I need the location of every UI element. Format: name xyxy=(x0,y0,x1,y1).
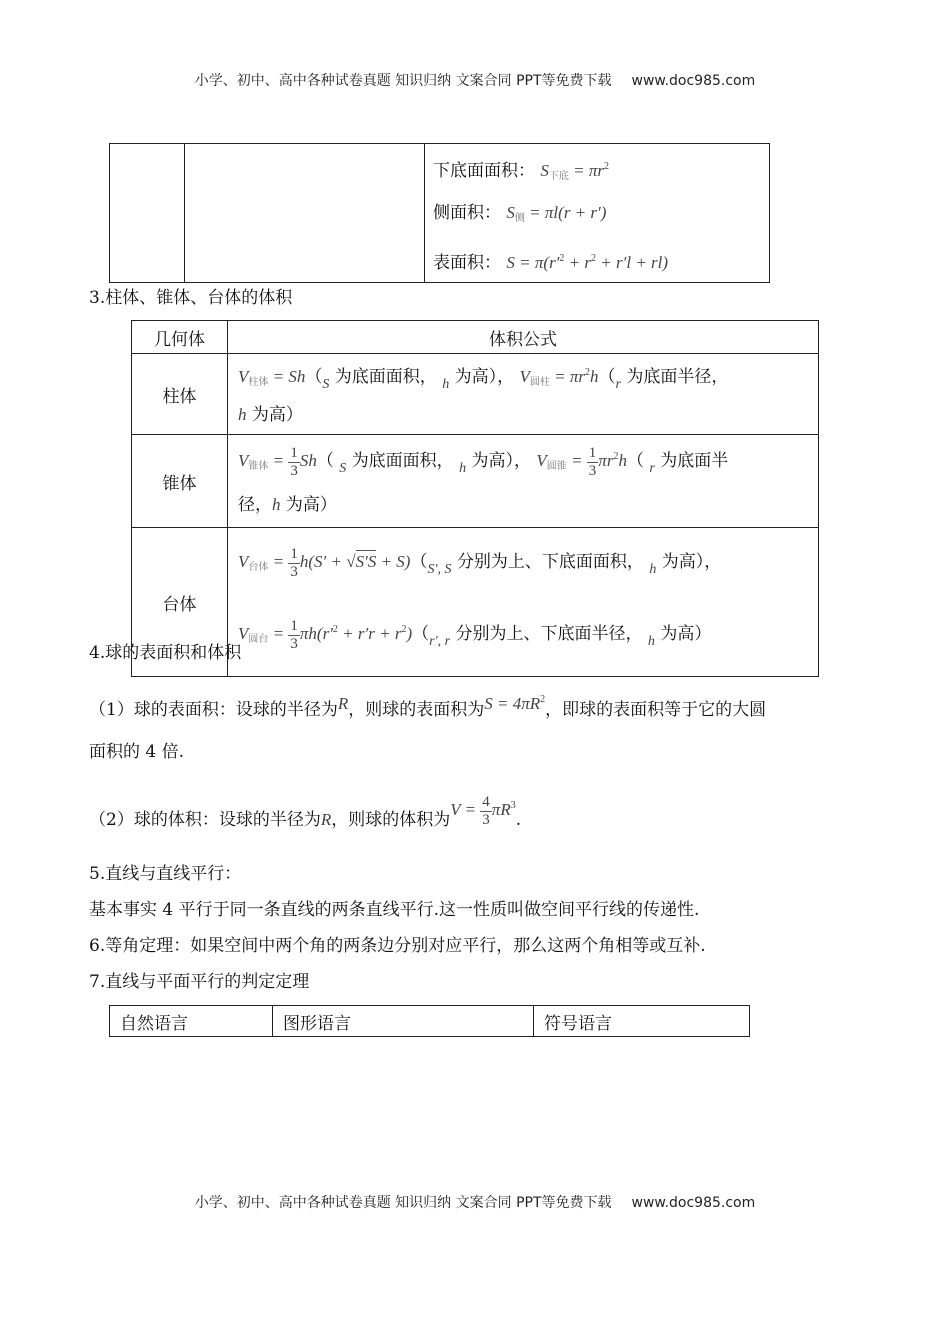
prism-name: 柱体 xyxy=(132,354,228,435)
sphere-surface-paragraph: （1）球的表面积：设球的半径为R，则球的表面积为$S = 4\pi R^2$，即球的表面积等于它的大圆 xyxy=(89,694,767,720)
prism-formula-cell: $V_{柱体} = Sh(_S$ 为底面面积， $_h$ 为高）， $V_{圆柱} = \pi r^2h(_r$ 为底面半径， h 为高） xyxy=(228,354,819,435)
cone-text4: 径， xyxy=(238,495,272,515)
sphere-volume-text-c: . xyxy=(515,810,522,830)
cone-text5: 为高） xyxy=(285,495,337,515)
frustum-formula-cell: $V_{台体}$ = $\frac{1}{3}$ $h(S' + √S'S + S)(_{S', S}$ 分别为上、下底面面积， $_h$ 为高）， $V_{圆台}$ = $\frac{1}{3}$ $\pi h(r'^2 + r'r + r^2)(_{r', r}$ 分别为上、下底面半径， $_h$ 为高） xyxy=(228,528,819,677)
prism-text4: 为高） xyxy=(251,405,303,425)
frustum-text3: 分别为上、下底面半径， xyxy=(455,624,643,644)
prism-text1: 为底面面积， xyxy=(334,367,437,387)
surface-area-formula: $S = \pi(r'^2 + r^2 + r'l + rl)$ xyxy=(506,253,669,272)
frustum-sub1: 台体 xyxy=(248,562,269,573)
lateral-area-line xyxy=(433,190,769,236)
parallel-criterion-table xyxy=(109,1005,750,1037)
frustum-name: 台体 xyxy=(132,528,228,677)
sphere-volume-text-b: ，则球的体积为 xyxy=(331,810,451,830)
cone-sub1: 锥体 xyxy=(248,461,269,472)
lateral-area-label: 侧面积： xyxy=(433,203,501,223)
sphere-surface-text-b: ，则球的表面积为 xyxy=(348,700,485,720)
prism-sub2: 圆柱 xyxy=(529,377,550,388)
volume-table xyxy=(131,320,819,677)
cone-formula-cell: $V_{锥体}$ = $\frac{1}{3}$ Sh（ $_S$ 为底面面积， $_h$ 为高）， $V_{圆锥}$ = $\frac{1}{3}$ $\pi r^2h$（ $_r$ 为底面半 径，h 为高） xyxy=(228,435,819,528)
sphere-surface-text-c: ，即球的表面积等于它的大圆 xyxy=(545,700,767,720)
section5-body: 基本事实 4 平行于同一条直线的两条直线平行.这一性质叫做空间平行线的传递性. xyxy=(89,900,700,920)
prism-text3: 为底面半径， xyxy=(626,367,729,387)
section7-title: 7.直线与平面平行的判定定理 xyxy=(89,972,310,992)
volume-header-formula: 体积公式 xyxy=(228,321,819,354)
lateral-area-sub: 侧 xyxy=(514,213,525,224)
frustum-text2: 为高）， xyxy=(661,552,722,572)
cone-row xyxy=(132,435,819,528)
surface-area-label: 表面积： xyxy=(433,253,501,273)
cone-text2: 为高）， xyxy=(471,451,531,471)
frustum-sub2: 圆台 xyxy=(248,634,269,645)
lateral-area-formula: $S_侧 = \pi l(r + r')$ xyxy=(506,203,607,224)
header-text: 小学、初中、高中各种试卷真题 知识归纳 文案合同 PPT等免费下载 xyxy=(194,73,612,89)
header-url[interactable]: www.doc985.com xyxy=(631,73,756,89)
table1-cell-empty-2 xyxy=(185,144,425,283)
cone-sub2: 圆锥 xyxy=(546,461,567,472)
frustum-text1: 分别为上、下底面面积， xyxy=(456,552,644,572)
bottom-area-line xyxy=(433,144,769,190)
prism-row xyxy=(132,354,819,435)
bottom-area-formula: $S_{下底} = \pi r^2$ xyxy=(540,161,610,182)
footer-text: 小学、初中、高中各种试卷真题 知识归纳 文案合同 PPT等免费下载 xyxy=(194,1195,612,1211)
table3-header-natural: 自然语言 xyxy=(110,1006,273,1037)
section4-title: 4.球的表面积和体积 xyxy=(89,643,242,663)
table3-header-symbol: 符号语言 xyxy=(534,1006,750,1037)
section3-title: 3.柱体、锥体、台体的体积 xyxy=(89,288,293,308)
surface-area-line xyxy=(433,236,769,282)
section6-body: 6.等角定理：如果空间中两个角的两条边分别对应平行，那么这两个角相等或互补. xyxy=(89,936,706,956)
bottom-area-label: 下底面面积： xyxy=(433,161,535,181)
frustum-area-table xyxy=(109,143,770,283)
sphere-volume-paragraph: （2）球的体积：设球的半径为R，则球的体积为V = $\frac{4}{3}$ $\pi R^3$. xyxy=(89,793,522,830)
section5-title: 5.直线与直线平行： xyxy=(89,864,242,884)
prism-text2: 为高）， xyxy=(454,367,515,387)
sphere-surface-text-a: （1）球的表面积：设球的半径为 xyxy=(89,700,338,720)
frustum-text4: 为高） xyxy=(660,624,712,644)
sphere-surface-paragraph-cont: 面积的 4 倍. xyxy=(89,742,185,762)
table3-header-graphic: 图形语言 xyxy=(273,1006,534,1037)
cone-name: 锥体 xyxy=(132,435,228,528)
sphere-volume-text-a: （2）球的体积：设球的半径为 xyxy=(89,810,321,830)
prism-sub1: 柱体 xyxy=(248,377,269,388)
table1-formula-cell xyxy=(425,144,770,283)
footer-url[interactable]: www.doc985.com xyxy=(631,1195,756,1211)
cone-text1: 为底面面积， xyxy=(351,451,454,471)
table1-cell-empty-1 xyxy=(110,144,185,283)
volume-header-solid: 几何体 xyxy=(132,321,228,354)
cone-text3: 为底面半 xyxy=(660,451,729,471)
page-header xyxy=(0,70,950,90)
bottom-area-sub: 下底 xyxy=(548,171,569,182)
page-footer xyxy=(0,1192,950,1212)
